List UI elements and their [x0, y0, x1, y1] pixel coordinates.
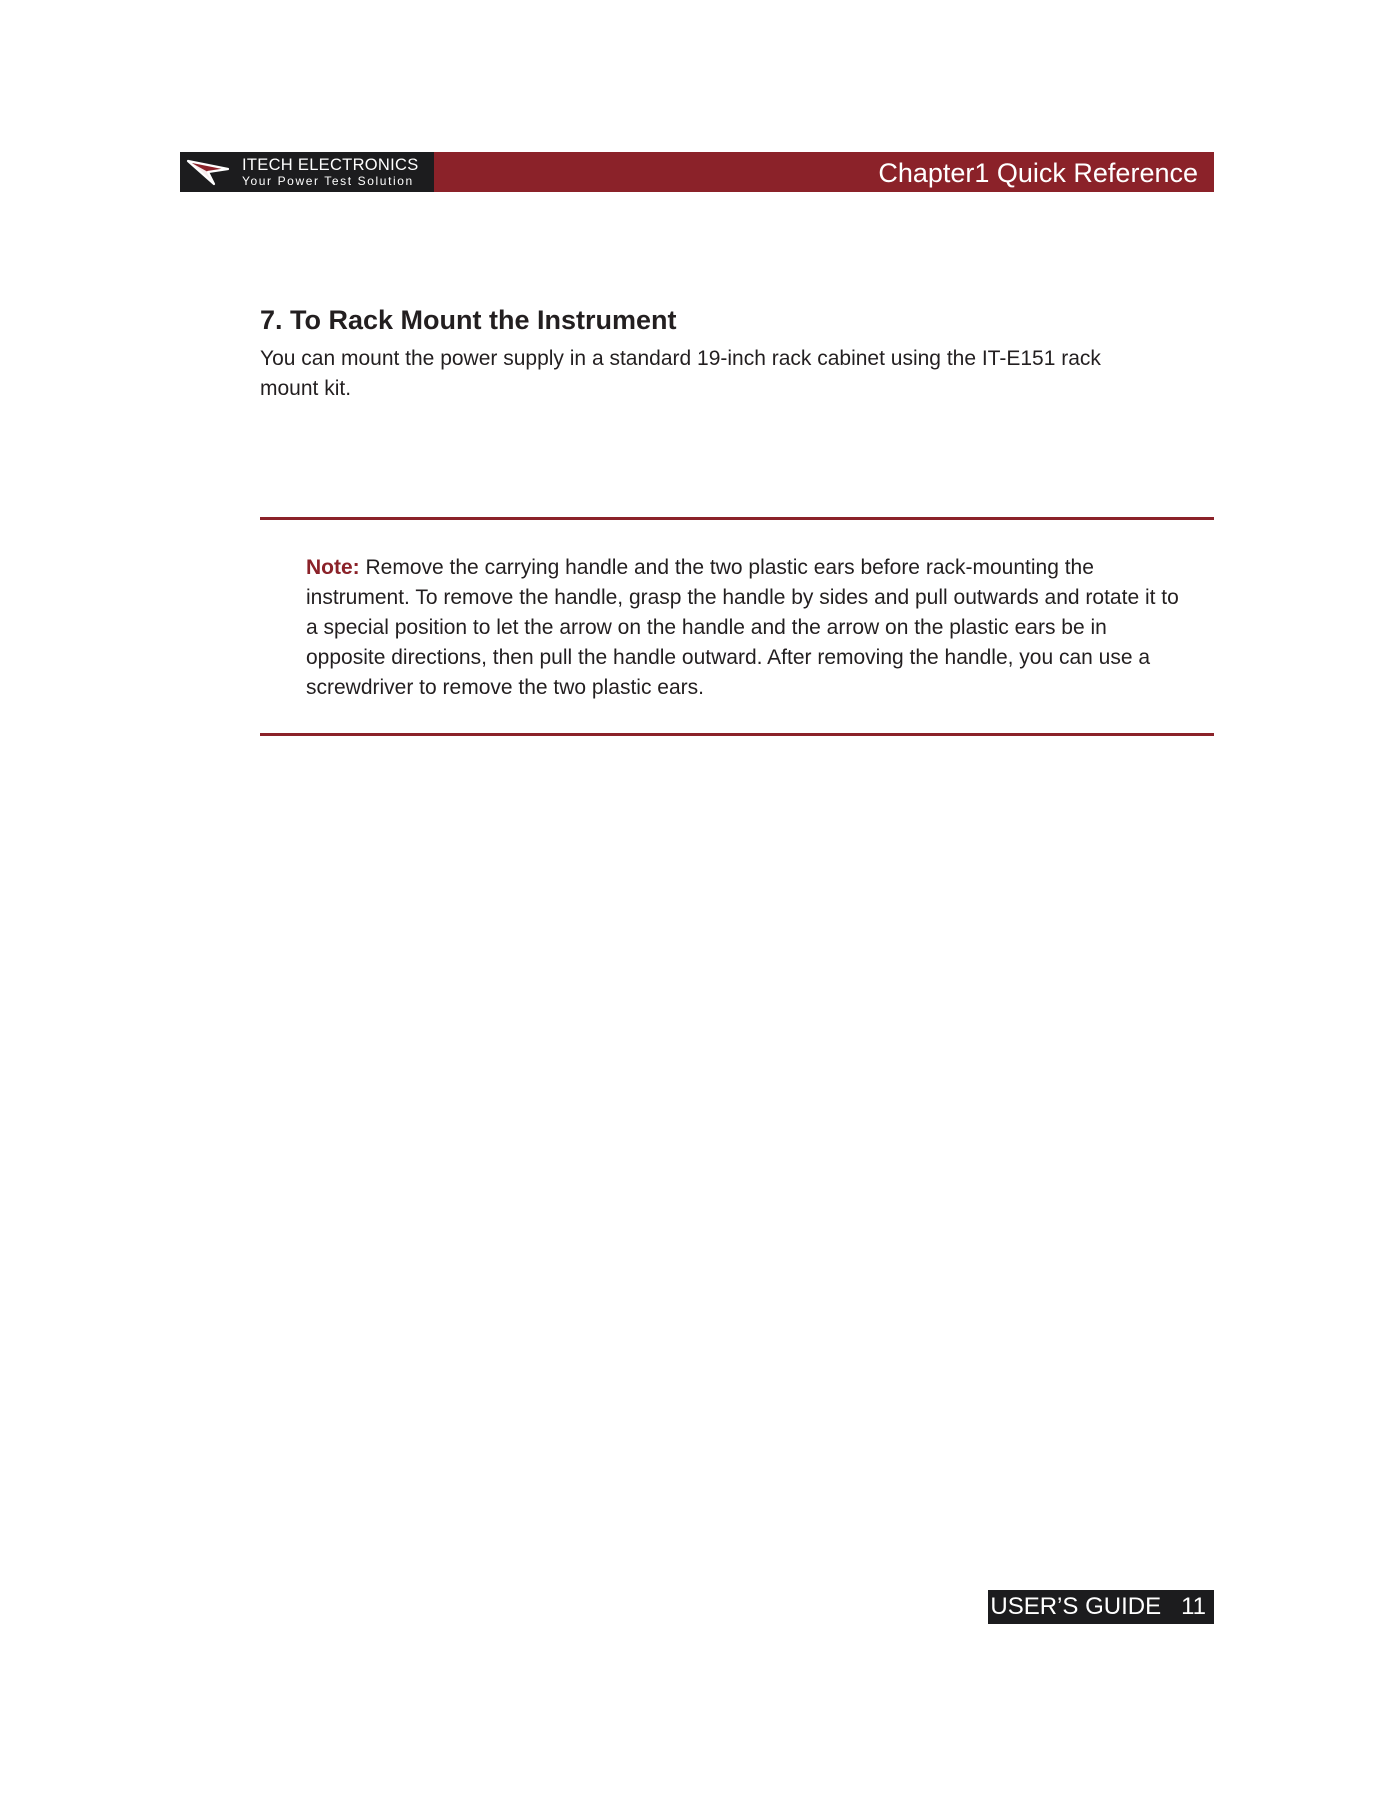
section-body: You can mount the power supply in a standard 19-inch rack cabinet using the IT-E151 rack mount kit. [260, 347, 1101, 400]
brand-name: ITECH ELECTRONICS [242, 155, 419, 174]
itech-logo-icon [184, 157, 230, 187]
note-paragraph [306, 553, 1186, 703]
section-heading: 7. To Rack Mount the Instrument [260, 305, 677, 335]
page-footer [988, 1590, 1214, 1624]
page-header [180, 152, 1214, 192]
page-number: 11 [1181, 1593, 1206, 1620]
brand-tagline: Your Power Test Solution [242, 174, 414, 189]
note-bottom-divider [260, 733, 1214, 736]
chapter-title: Chapter1 Quick Reference [878, 158, 1198, 188]
brand-text [242, 157, 419, 188]
note-text: Remove the carrying handle and the two plastic ears before rack-mounting the instrument. To remove the handle, grasp the handle by sides and pull outwards and rotate it to a special position to let the arrow on the handle and the arrow on the plastic ears be in opposite directions, then pull the handle outward. After removing the handle, you can use a screwdriver to remove the two plastic ears. [306, 556, 1179, 699]
brand-box [180, 152, 434, 192]
note-top-divider [260, 517, 1214, 520]
footer-guide-label: USER’S GUIDE [990, 1593, 1162, 1620]
note-label: Note: [306, 556, 360, 579]
